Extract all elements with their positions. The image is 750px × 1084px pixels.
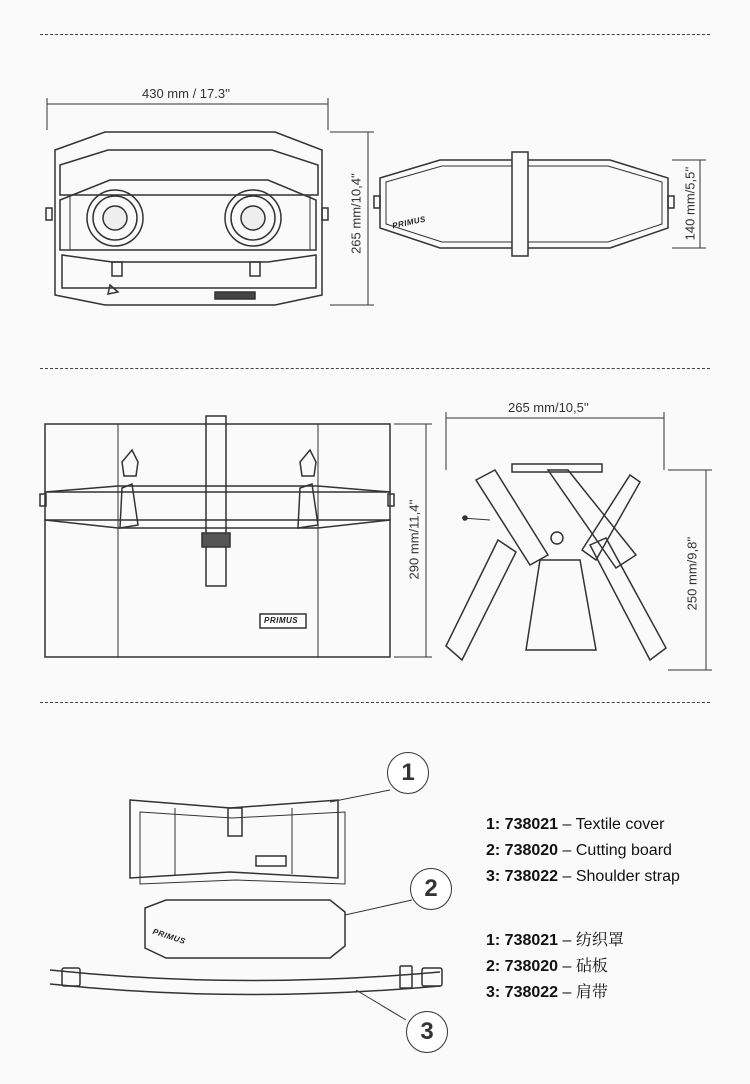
legend-item: 1: 738021 – 纺织罩: [486, 932, 624, 949]
side-height-dimension: 140 mm/5,5'': [682, 166, 698, 241]
brand-logo-front: PRIMUS: [264, 616, 299, 625]
legend-item: 3: 738022 – 肩带: [486, 984, 608, 1001]
brand-logo-board: PRIMUS: [151, 926, 187, 947]
stand-width-dimension: 265 mm/10,5'': [508, 400, 589, 415]
callout-1: 1: [387, 752, 429, 794]
callout-2: 2: [410, 868, 452, 910]
legend-item: 2: 738020 – Cutting board: [486, 842, 672, 859]
stand-view-drawing: [446, 412, 712, 670]
accessories-drawing: [50, 790, 442, 1020]
parts-legend-en: [486, 812, 680, 890]
brand-logo-side: PRIMUS: [391, 214, 427, 231]
front-height-dimension: 290 mm/11,4'': [406, 499, 422, 580]
legend-item: 1: 738021 – Textile cover: [486, 816, 665, 833]
stand-height-dimension: 250 mm/9,8'': [684, 536, 700, 611]
side-view-drawing: [374, 152, 706, 256]
legend-item: 2: 738020 – 砧板: [486, 958, 608, 975]
legend-item: 3: 738022 – Shoulder strap: [486, 868, 680, 885]
front-view-drawing: [40, 416, 432, 657]
top-width-dimension: 430 mm / 17.3'': [142, 86, 231, 101]
callout-3: 3: [406, 1011, 448, 1053]
top-view-drawing: [46, 98, 374, 305]
parts-legend-zh: [486, 928, 624, 1006]
top-height-dimension: 265 mm/10,4'': [348, 173, 364, 254]
